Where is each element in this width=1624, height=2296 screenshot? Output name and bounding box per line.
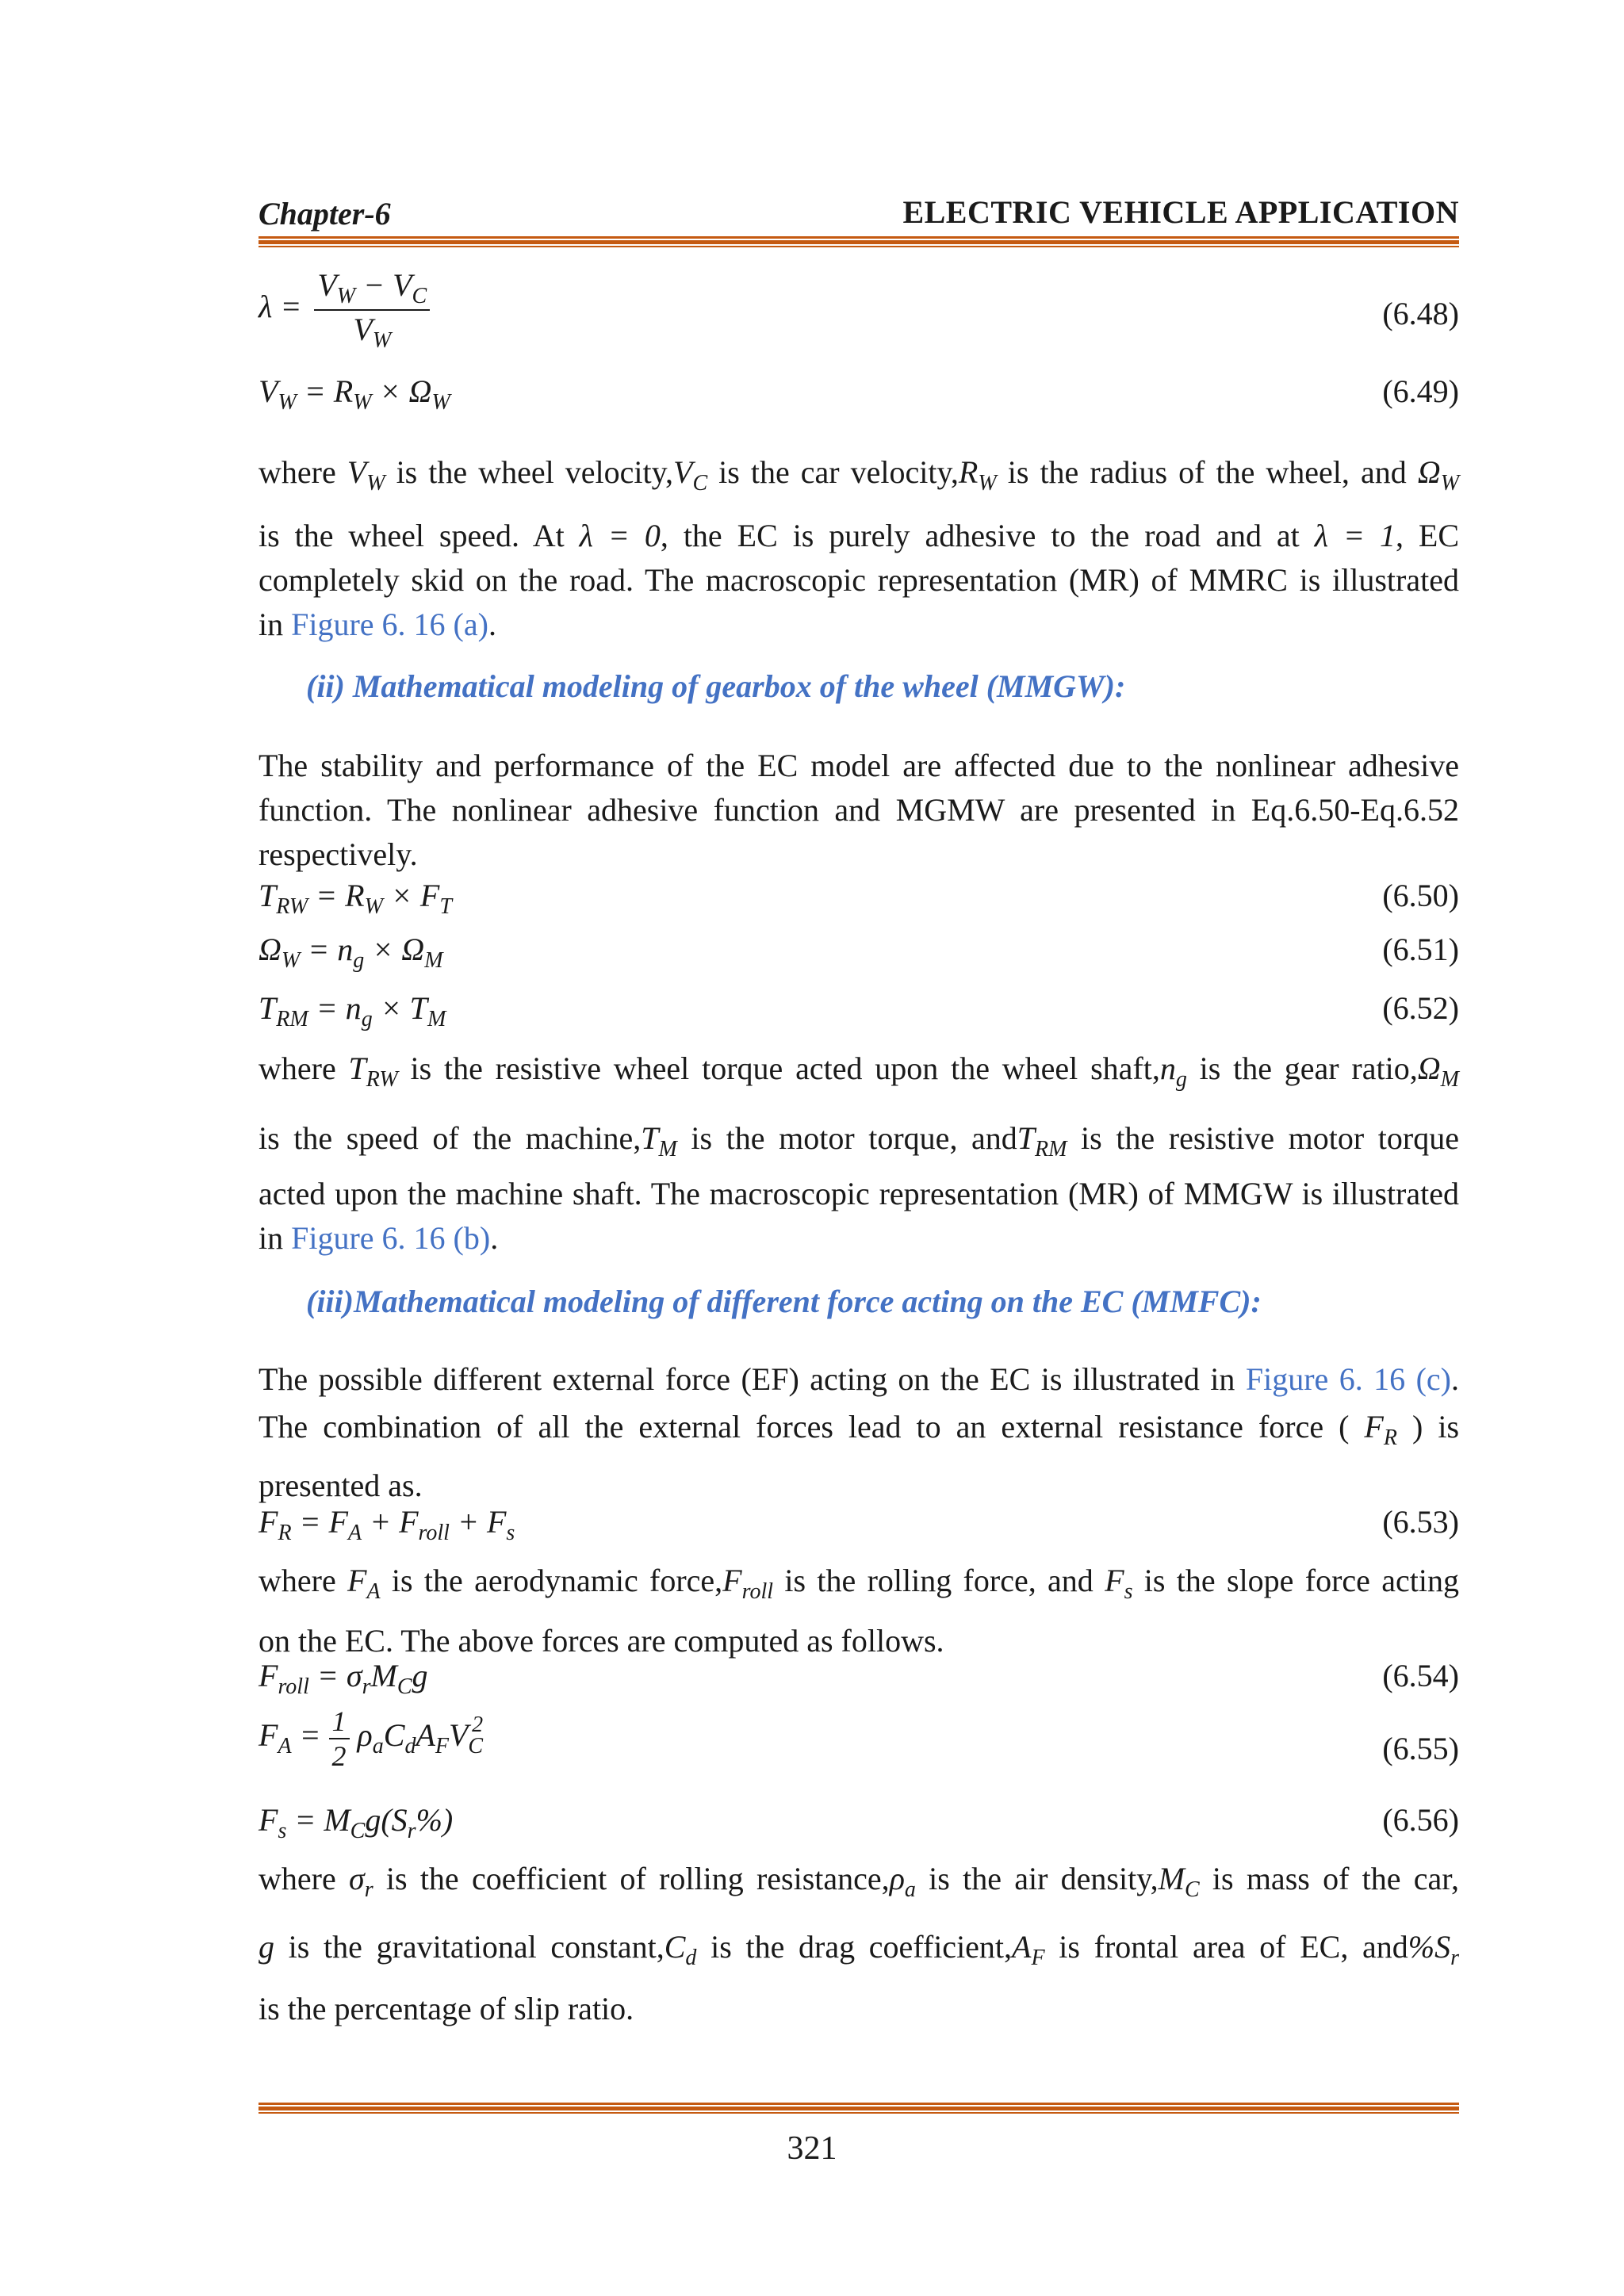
equation-number: (6.52)	[1382, 990, 1459, 1026]
paragraph-nonlinear-adhesive: The stability and performance of the EC model are affected due to the nonlinear adhesive function. The nonlinear adhesive function and MGMW are presented in Eq.6.50-Eq.6.52 respectively.	[259, 748, 1459, 872]
equation-6-51: $\Omega_W = n_g \times \Omega_M$ (6.51)	[259, 932, 1459, 973]
chapter-label: Chapter-6	[259, 196, 391, 232]
equation-number: (6.49)	[1382, 373, 1459, 409]
equation-6-50: $T_{RW} = R_W \times F_T$ (6.50)	[259, 878, 1459, 919]
equation-6-54: $F_{roll} = \sigma_rM_Cg$ (6.54)	[259, 1658, 1459, 1699]
chapter-title: ELECTRIC VEHICLE APPLICATION	[902, 194, 1459, 230]
equation-6-52: $T_{RM} = n_g \times T_M$ (6.52)	[259, 990, 1459, 1031]
equation-number: (6.51)	[1382, 932, 1459, 967]
equation-6-53: $F_R = F_A + F_{roll} + F_s$ (6.53)	[259, 1504, 1459, 1545]
figure-link-6-16a[interactable]: Figure 6. 16 (a)	[291, 607, 488, 642]
equation-number: (6.56)	[1382, 1802, 1459, 1838]
equation-number: (6.50)	[1382, 878, 1459, 913]
equation-6-55: $F_A$ = $\frac{1}{2}$ $\rho_aC_dA_FV_C^2$ (6.55)	[259, 1705, 1459, 1772]
header-rule	[259, 236, 1459, 247]
equation-6-56: $F_s = M_Cg(S_r\%)$ (6.56)	[259, 1802, 1459, 1843]
figure-link-6-16b[interactable]: Figure 6. 16 (b)	[291, 1220, 491, 1256]
equation-6-49: $V_W = R_W \times \Omega_W$ (6.49)	[259, 373, 1459, 415]
equation-number: (6.54)	[1382, 1658, 1459, 1693]
section-heading-mmgw: (ii) Mathematical modeling of gearbox of the wheel (MMGW):	[306, 668, 1126, 704]
equation-6-48: λ = $\frac{V_W - V_C}{V_W}$ (6.48)	[259, 267, 1459, 353]
section-heading-mmfc: (iii)Mathematical modeling of different force acting on the EC (MMFC):	[306, 1284, 1262, 1319]
equation-number: (6.48)	[1382, 296, 1459, 331]
paragraph-slip-ratio: where $V_W$ is the wheel $velocity,V_C$ is the car $velocity,R_W$ is the radius of the wheel, and $\Omega_W$ is the wheel speed. At λ = 0, the EC is purely adhesive to the road and at λ = 1, EC completely skid on the road. The macroscopic representation (MR) of MMRC is illustrated in Figure 6. 16 (a).	[259, 454, 1460, 642]
equation-number: (6.55)	[1382, 1731, 1459, 1766]
equation-number: (6.53)	[1382, 1504, 1459, 1540]
paragraph-force-components: where $F_A$ is the aerodynamic $force,F_{roll}$ is the rolling force, and $F_s$ is the slope force acting on the EC. The above forces are computed as follows.	[259, 1563, 1459, 1659]
page-number: 321	[787, 2130, 837, 2167]
paragraph-parameter-definitions: where $\sigma_r$ is the coefficient of rolling $resistance,\rho_a$ is the air $density,M_C$ is mass of the car, g is the gravitational $constant,C_d$ is the drag $coefficient,A_F$ is frontal area of EC, $and\%S_r$ is the percentage of slip ratio.	[259, 1861, 1460, 2026]
paragraph-gear-terms: where $T_{RW}$ is the resistive wheel torque acted upon the wheel $shaft,n_g$ is the gear $ratio,\Omega_M$ is the speed of the $machine,T_M$ is the motor torque, andT$_{RM}$ is the resistive motor torque acted upon the machine shaft. The macroscopic representation (MR) of MMGW is illustrated in Figure 6. 16 (b).	[259, 1050, 1459, 1256]
paragraph-external-forces: The possible different external force (EF) acting on the EC is illustrated in Figure 6. 16 (c). The combination of all the external forces lead to an external resistance force ( $F_R$ ) is presented as.	[259, 1361, 1460, 1503]
footer-rule	[259, 2103, 1459, 2114]
figure-link-6-16c[interactable]: Figure 6. 16 (c)	[1245, 1361, 1451, 1397]
